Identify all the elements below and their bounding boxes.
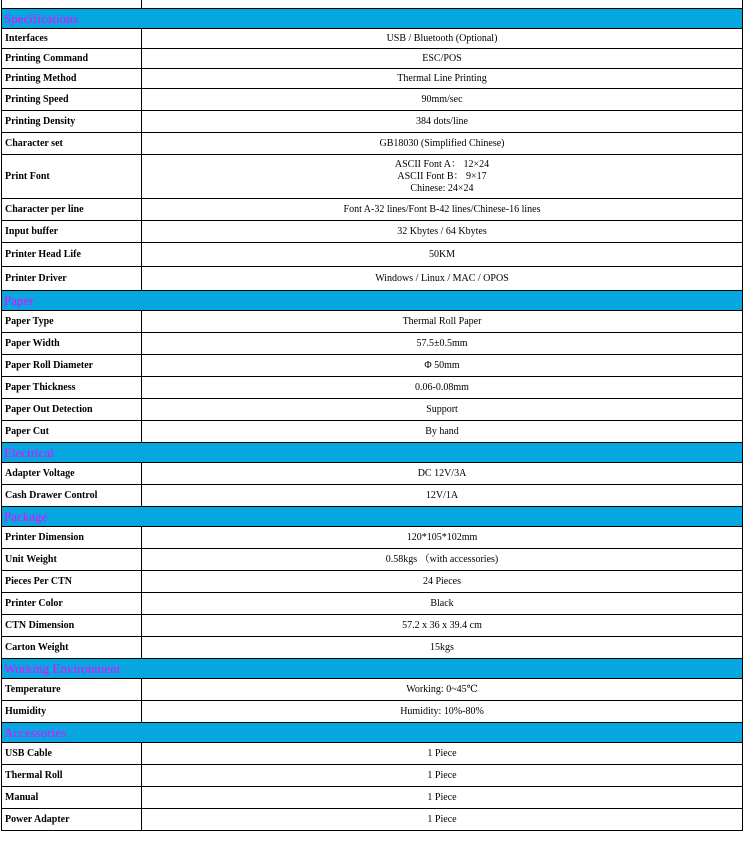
row-value: 15kgs <box>142 637 743 659</box>
row-value: By hand <box>142 421 743 443</box>
section-title: Specifications <box>2 9 743 29</box>
row-value: Black <box>142 593 743 615</box>
spec-row-printing-command <box>2 49 743 69</box>
spec-row-manual <box>2 787 743 809</box>
row-label: Character per line <box>2 199 142 221</box>
spec-row-unit-weight <box>2 549 743 571</box>
section-header-accessories <box>2 723 743 743</box>
section-header-electrical <box>2 443 743 463</box>
spec-row-printing-density <box>2 111 743 133</box>
spec-sheet <box>1 0 743 831</box>
spec-row-humidity <box>2 701 743 723</box>
row-label: Paper Type <box>2 311 142 333</box>
row-value <box>142 155 743 199</box>
row-value: Φ 50mm <box>142 355 743 377</box>
row-label: Adapter Voltage <box>2 463 142 485</box>
font-line: Chinese: 24×24 <box>410 182 474 194</box>
row-label: Thermal Roll <box>2 765 142 787</box>
row-value: 90mm/sec <box>142 89 743 111</box>
spec-row-ctn-dimension <box>2 615 743 637</box>
spec-row-adapter-voltage <box>2 463 743 485</box>
section-header-specifications <box>2 9 743 29</box>
row-label: Character set <box>2 133 142 155</box>
row-value: GB18030 (Simplified Chinese) <box>142 133 743 155</box>
row-label: Paper Width <box>2 333 142 355</box>
row-label: Paper Cut <box>2 421 142 443</box>
row-label: Printer Driver <box>2 267 142 291</box>
row-value: Humidity: 10%-80% <box>142 701 743 723</box>
section-title: Accessories <box>2 723 743 743</box>
font-line: ASCII Font A： 12×24 <box>394 158 490 170</box>
row-label: Power Adapter <box>2 809 142 831</box>
row-value: Support <box>142 399 743 421</box>
row-value: Thermal Line Printing <box>142 69 743 89</box>
row-value: ESC/POS <box>142 49 743 69</box>
row-label: Paper Thickness <box>2 377 142 399</box>
row-value: 12V/1A <box>142 485 743 507</box>
row-label: Temperature <box>2 679 142 701</box>
spec-table <box>1 0 743 831</box>
spec-row-paper-thickness <box>2 377 743 399</box>
row-value: USB / Bluetooth (Optional) <box>142 29 743 49</box>
spec-row-cash-drawer-control <box>2 485 743 507</box>
spec-row-printer-dimension <box>2 527 743 549</box>
spec-row-paper-roll-diameter <box>2 355 743 377</box>
row-value: Thermal Roll Paper <box>142 311 743 333</box>
spec-row-printer-driver <box>2 267 743 291</box>
font-line: ASCII Font B： 9×17 <box>397 170 487 182</box>
section-header-working-environment <box>2 659 743 679</box>
row-label: CTN Dimension <box>2 615 142 637</box>
row-label: Paper Out Detection <box>2 399 142 421</box>
row-label: Printer Color <box>2 593 142 615</box>
row-value: DC 12V/3A <box>142 463 743 485</box>
section-title: Paper <box>2 291 743 311</box>
spec-row-paper-out-detection <box>2 399 743 421</box>
row-label: Manual <box>2 787 142 809</box>
row-label: Printer Head Life <box>2 243 142 267</box>
spec-row-character-set <box>2 133 743 155</box>
row-value: Windows / Linux / MAC / OPOS <box>142 267 743 291</box>
row-value: 1 Piece <box>142 787 743 809</box>
row-value: 50KM <box>142 243 743 267</box>
row-value: 1 Piece <box>142 743 743 765</box>
row-label: Printing Density <box>2 111 142 133</box>
row-value: 24 Pieces <box>142 571 743 593</box>
row-value: 1 Piece <box>142 809 743 831</box>
row-label: Input buffer <box>2 221 142 243</box>
spec-row-thermal-roll <box>2 765 743 787</box>
spec-row-print-font <box>2 155 743 199</box>
spec-row-temperature <box>2 679 743 701</box>
row-value: 32 Kbytes / 64 Kbytes <box>142 221 743 243</box>
row-label: Carton Weight <box>2 637 142 659</box>
row-value: Font A-32 lines/Font B-42 lines/Chinese-16 lines <box>142 199 743 221</box>
section-title: Working Environment <box>2 659 743 679</box>
section-title: Electrical <box>2 443 743 463</box>
spec-row-pieces-per-ctn <box>2 571 743 593</box>
row-value: 1 Piece <box>142 765 743 787</box>
row-value: 0.06-0.08mm <box>142 377 743 399</box>
row-value: Working: 0~45℃ <box>142 679 743 701</box>
spec-row-carton-weight <box>2 637 743 659</box>
row-label: Printing Method <box>2 69 142 89</box>
row-label: Printing Command <box>2 49 142 69</box>
row-value: 57.2 x 36 x 39.4 cm <box>142 615 743 637</box>
top-remnant-row <box>2 0 743 9</box>
row-label: Interfaces <box>2 29 142 49</box>
row-label: USB Cable <box>2 743 142 765</box>
spec-row-character-per-line <box>2 199 743 221</box>
row-value: 0.58kgs （with accessories) <box>142 549 743 571</box>
spec-row-printer-color <box>2 593 743 615</box>
section-header-package <box>2 507 743 527</box>
spec-row-paper-width <box>2 333 743 355</box>
spec-row-usb-cable <box>2 743 743 765</box>
spec-row-interfaces <box>2 29 743 49</box>
row-value: 384 dots/line <box>142 111 743 133</box>
row-value: 120*105*102mm <box>142 527 743 549</box>
spec-row-paper-type <box>2 311 743 333</box>
row-label: Unit Weight <box>2 549 142 571</box>
row-label: Cash Drawer Control <box>2 485 142 507</box>
section-header-paper <box>2 291 743 311</box>
spec-row-input-buffer <box>2 221 743 243</box>
spec-row-paper-cut <box>2 421 743 443</box>
row-label: Printer Dimension <box>2 527 142 549</box>
spec-row-printer-head-life <box>2 243 743 267</box>
row-value: 57.5±0.5mm <box>142 333 743 355</box>
row-label: Paper Roll Diameter <box>2 355 142 377</box>
row-label: Humidity <box>2 701 142 723</box>
row-label: Pieces Per CTN <box>2 571 142 593</box>
spec-row-printing-speed <box>2 89 743 111</box>
spec-row-power-adapter <box>2 809 743 831</box>
section-title: Package <box>2 507 743 527</box>
spec-row-printing-method <box>2 69 743 89</box>
row-label: Print Font <box>2 155 142 199</box>
row-label: Printing Speed <box>2 89 142 111</box>
